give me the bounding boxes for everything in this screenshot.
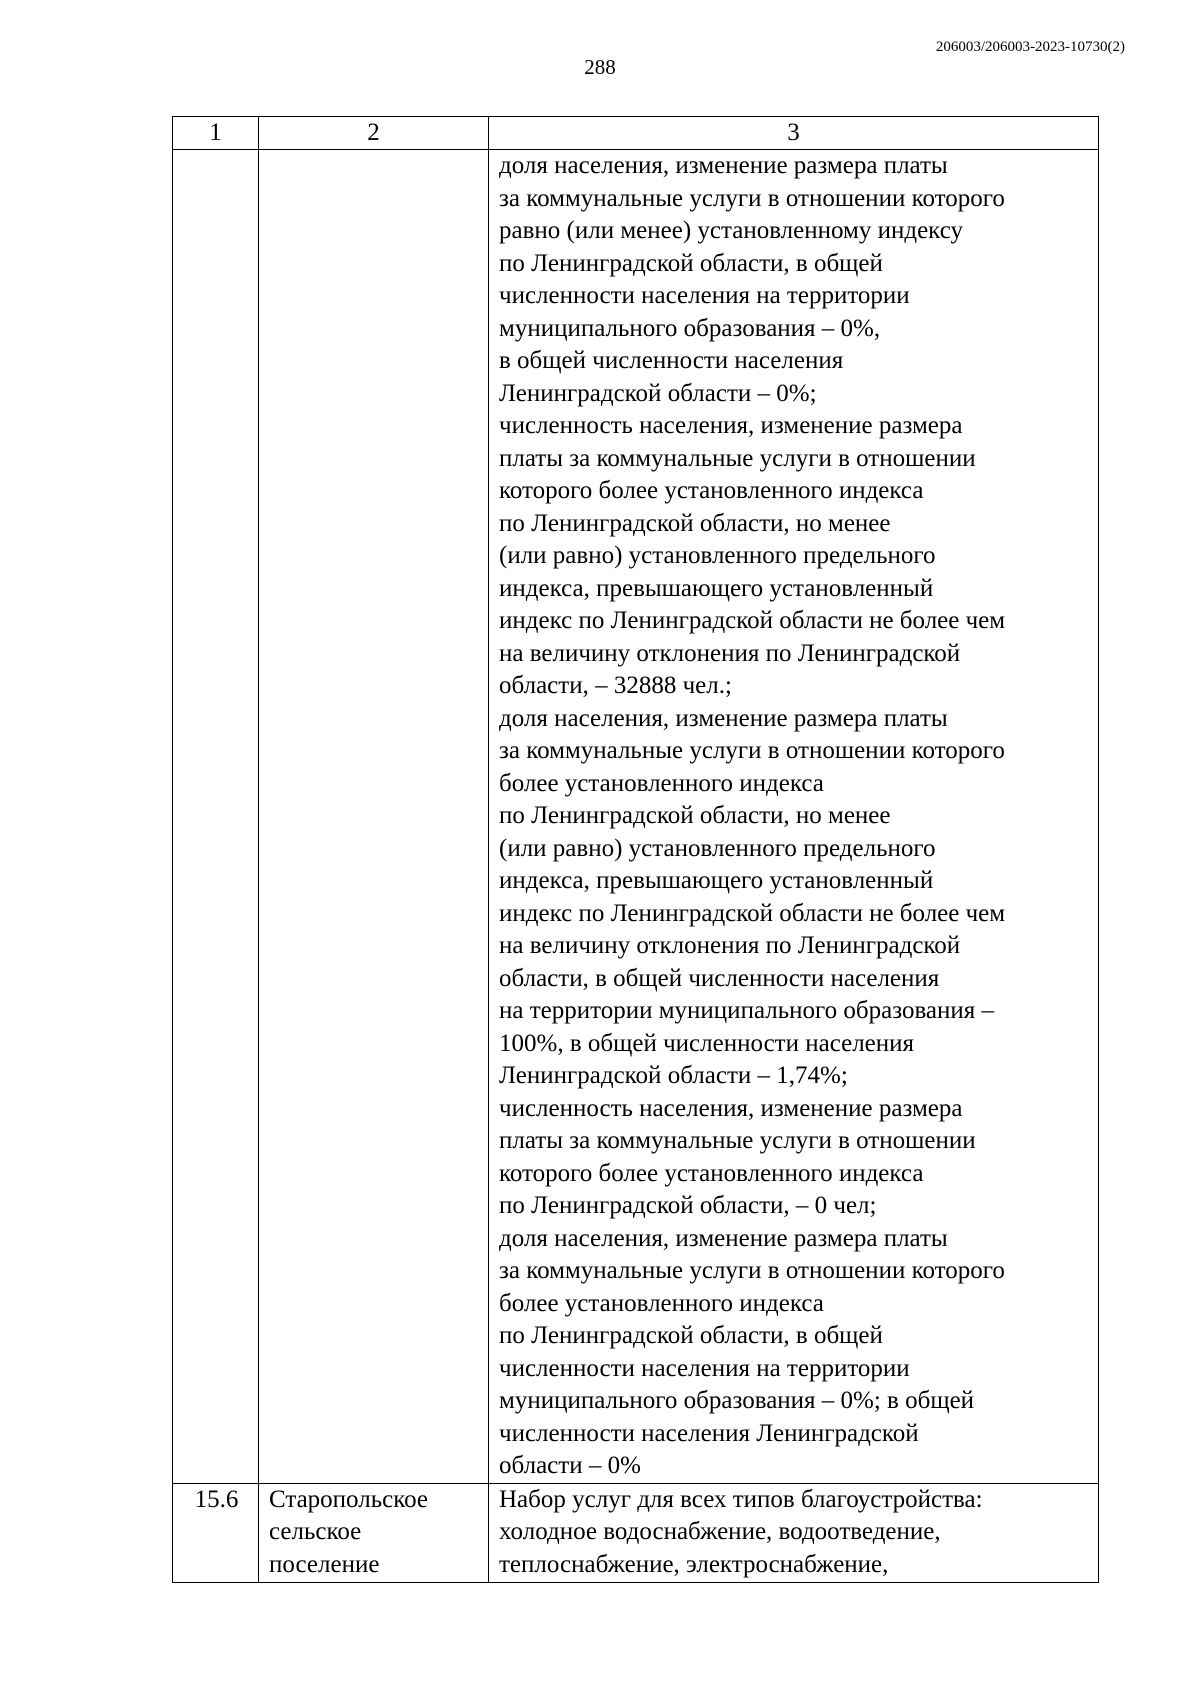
text-line: доля населения, изменение размера платы bbox=[499, 152, 948, 179]
description-lines bbox=[499, 150, 1090, 1483]
cell-municipality bbox=[259, 150, 489, 1484]
text-line: по Ленинградской области, но менее bbox=[499, 509, 891, 537]
text-line: Набор услуг для всех типов благоустройства: bbox=[499, 1485, 983, 1513]
text-line: доля населения, изменение размера платы bbox=[499, 1224, 948, 1252]
text-line: по Ленинградской области, – 0 чел; bbox=[499, 1192, 877, 1219]
text-line: Ленинградской области – 1,74%; bbox=[499, 1062, 848, 1089]
text-line: доля населения, изменение размера платы bbox=[499, 704, 948, 732]
text-line: области, в общей численности населения bbox=[499, 964, 940, 992]
text-line: численность населения, изменение размера bbox=[499, 1094, 963, 1122]
text-line: платы за коммунальные услуги в отношении bbox=[499, 444, 976, 472]
text-line: (или равно) установленного предельного bbox=[499, 542, 936, 569]
text-line: теплоснабжение, электроснабжение, bbox=[499, 1550, 889, 1578]
cell-number bbox=[173, 150, 259, 1484]
text-line: которого более установленного индекса bbox=[499, 1159, 924, 1187]
text-line: платы за коммунальные услуги в отношении bbox=[499, 1127, 976, 1154]
text-line: на величину отклонения по Ленинградской bbox=[499, 932, 961, 959]
text-line: равно (или менее) установленному индексу bbox=[499, 217, 963, 244]
text-line: холодное водоснабжение, водоотведение, bbox=[499, 1518, 941, 1545]
text-line: за коммунальные услуги в отношении которого bbox=[499, 737, 1005, 764]
text-line: муниципального образования – 0%; в общей bbox=[499, 1387, 975, 1414]
text-line: на величину отклонения по Ленинградской bbox=[499, 639, 961, 667]
text-line: численности населения Ленинградской bbox=[499, 1419, 919, 1447]
cell-number: 15.6 bbox=[173, 1483, 259, 1582]
text-line: области – 0% bbox=[499, 1452, 641, 1479]
text-line: индекса, превышающего установленный bbox=[499, 574, 934, 602]
table-row-15-6 bbox=[173, 1483, 1099, 1582]
text-line: численности населения на территории bbox=[499, 1354, 910, 1382]
text-line: за коммунальные услуги в отношении которого bbox=[499, 1257, 1005, 1284]
text-line: численность населения, изменение размера bbox=[499, 412, 963, 439]
text-line: Ленинградской области – 0%; bbox=[499, 379, 817, 407]
text-line: за коммунальные услуги в отношении которого bbox=[499, 184, 1005, 212]
text-line: области, – 32888 чел.; bbox=[499, 672, 732, 699]
cell-municipality bbox=[259, 1483, 489, 1582]
text-line: на территории муниципального образования – bbox=[499, 997, 995, 1024]
column-header-3: 3 bbox=[489, 117, 1099, 150]
text-line: (или равно) установленного предельного bbox=[499, 834, 936, 862]
data-table bbox=[172, 116, 1099, 1583]
text-line: численности населения на территории bbox=[499, 282, 910, 309]
text-line: сельское bbox=[269, 1518, 362, 1545]
text-line: индекс по Ленинградской области не более чем bbox=[499, 607, 1006, 634]
page-number: 288 bbox=[584, 55, 616, 79]
text-line: более установленного индекса bbox=[499, 769, 824, 797]
description-lines bbox=[499, 1484, 1090, 1582]
text-line: индекса, превышающего установленный bbox=[499, 867, 934, 894]
text-line: по Ленинградской области, но менее bbox=[499, 802, 891, 829]
text-line: по Ленинградской области, в общей bbox=[499, 249, 883, 277]
text-line: более установленного индекса bbox=[499, 1289, 824, 1317]
text-line: поселение bbox=[269, 1550, 380, 1578]
table-row-continuation bbox=[173, 150, 1099, 1484]
municipality-lines bbox=[269, 1484, 480, 1582]
column-header-2: 2 bbox=[259, 117, 489, 150]
cell-description bbox=[489, 1483, 1099, 1582]
text-line: 100%, в общей численности населения bbox=[499, 1029, 915, 1057]
text-line: которого более установленного индекса bbox=[499, 477, 924, 504]
text-line: Старопольское bbox=[269, 1485, 428, 1513]
text-line: индекс по Ленинградской области не более чем bbox=[499, 899, 1006, 927]
cell-description bbox=[489, 150, 1099, 1484]
text-line: в общей численности населения bbox=[499, 347, 844, 374]
text-line: по Ленинградской области, в общей bbox=[499, 1322, 883, 1349]
column-header-1: 1 bbox=[173, 117, 259, 150]
text-line: муниципального образования – 0%, bbox=[499, 314, 881, 342]
document-id: 206003/206003-2023-10730(2) bbox=[935, 39, 1125, 55]
table-header-row bbox=[173, 117, 1099, 150]
